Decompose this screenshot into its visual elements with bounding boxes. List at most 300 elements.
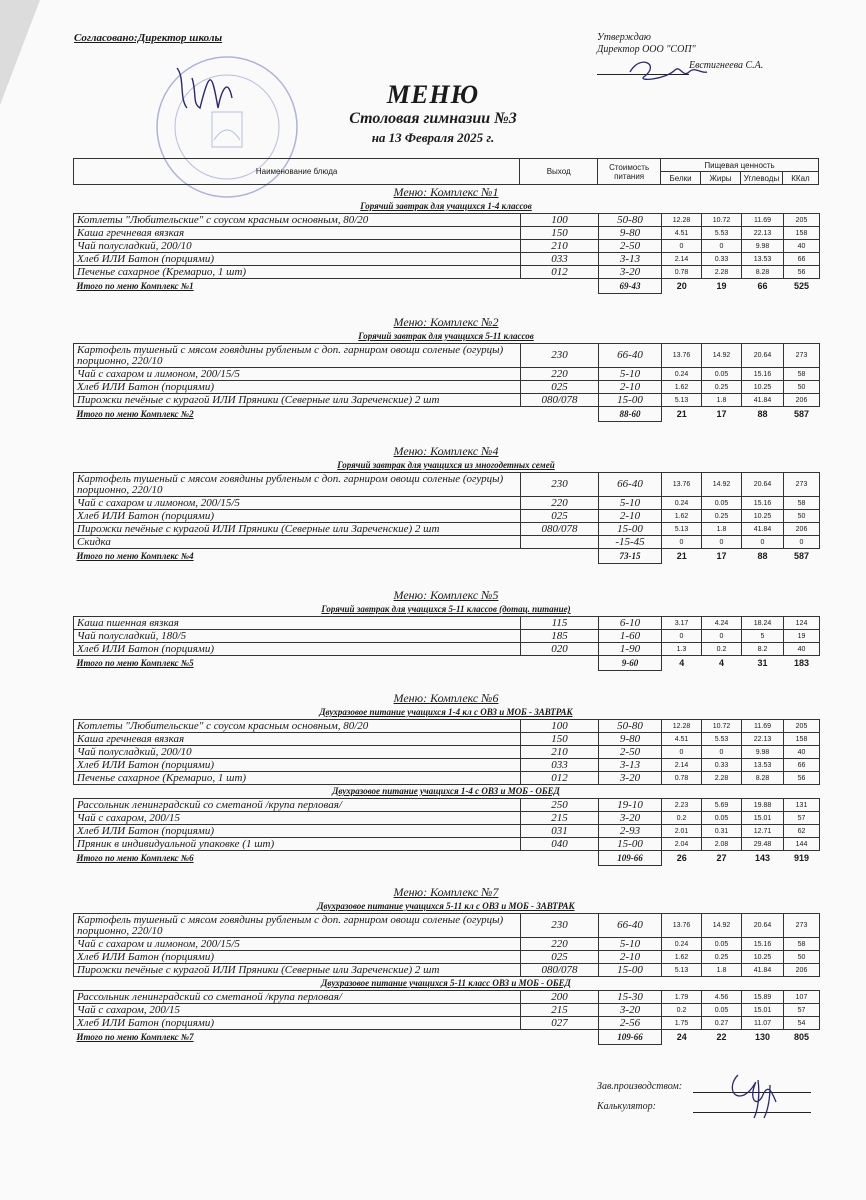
total-label: Итого по меню Комплекс №6 xyxy=(76,852,194,863)
table-row xyxy=(74,951,820,964)
dish-proteins: 4.51 xyxy=(662,733,702,746)
dish-output: 230 xyxy=(521,914,599,938)
dish-kcal: 58 xyxy=(784,938,820,951)
page-title: МЕНЮ xyxy=(386,80,480,109)
table-row xyxy=(74,344,820,368)
dish-fats: 2.28 xyxy=(702,772,742,785)
total-proteins: 20 xyxy=(676,280,687,291)
dish-name: Картофель тушеный с мясом говядины рубленым с доп. гарниром овощи соленые (огурцы) порционно, 220/10 xyxy=(74,473,521,497)
total-fats: 22 xyxy=(716,1031,727,1042)
total-kcal: 525 xyxy=(793,280,810,291)
total-proteins: 26 xyxy=(676,852,687,863)
dish-cost: 50-80 xyxy=(599,720,662,733)
section-title: Меню: Комплекс №4 xyxy=(393,444,499,458)
dish-proteins: 0 xyxy=(662,746,702,759)
dish-fats: 4.56 xyxy=(702,991,742,1004)
dish-cost: -15-45 xyxy=(599,536,662,549)
dish-proteins: 0.78 xyxy=(662,266,702,279)
dish-fats: 0.05 xyxy=(702,368,742,381)
table-row xyxy=(74,617,820,630)
total-proteins: 4 xyxy=(679,657,685,668)
dish-kcal: 50 xyxy=(784,381,820,394)
table-row xyxy=(74,914,820,938)
dish-kcal: 57 xyxy=(784,1004,820,1017)
dish-name: Печенье сахарное (Кремарио, 1 шт) xyxy=(74,266,521,279)
dish-proteins: 13.76 xyxy=(662,344,702,368)
total-carbs: 143 xyxy=(754,852,771,863)
dish-cost: 15-00 xyxy=(599,394,662,407)
dish-name: Хлеб ИЛИ Батон (порциями) xyxy=(74,759,521,772)
total-fats: 19 xyxy=(716,280,727,291)
group-subtitle: Горячий завтрак для учащихся 5-11 классов xyxy=(358,331,534,341)
dish-fats: 0.05 xyxy=(702,497,742,510)
table-row xyxy=(74,1017,820,1030)
dish-name: Пирожки печёные с курагой ИЛИ Пряники (Северные или Зареченские) 2 шт xyxy=(74,523,521,536)
dish-kcal: 205 xyxy=(784,214,820,227)
dish-name: Хлеб ИЛИ Батон (порциями) xyxy=(74,951,521,964)
total-carbs: 66 xyxy=(757,280,768,291)
table-row xyxy=(74,266,820,279)
dish-fats: 0.25 xyxy=(702,381,742,394)
dish-output: 220 xyxy=(521,497,599,510)
dish-table xyxy=(73,472,820,564)
total-cost: 109-66 xyxy=(599,1030,662,1045)
approve-line-2: Директор ООО "СОП" xyxy=(597,44,696,55)
dish-table xyxy=(73,343,820,422)
dish-name: Каша пшенная вязкая xyxy=(74,617,521,630)
dish-output: 215 xyxy=(521,1004,599,1017)
dish-kcal: 40 xyxy=(784,746,820,759)
dish-kcal: 50 xyxy=(784,510,820,523)
dish-fats: 0.27 xyxy=(702,1017,742,1030)
dish-carbs: 15.01 xyxy=(742,1004,784,1017)
dish-output: 150 xyxy=(521,733,599,746)
table-row xyxy=(74,253,820,266)
dish-proteins: 1.3 xyxy=(662,643,702,656)
dish-name: Хлеб ИЛИ Батон (порциями) xyxy=(74,381,521,394)
dish-cost: 6-10 xyxy=(599,617,662,630)
total-row xyxy=(74,656,820,671)
dish-output: 185 xyxy=(521,630,599,643)
dish-carbs: 20.64 xyxy=(742,473,784,497)
dish-proteins: 0.2 xyxy=(662,1004,702,1017)
table-row xyxy=(74,381,820,394)
dish-carbs: 22.13 xyxy=(742,227,784,240)
dish-carbs: 10.25 xyxy=(742,951,784,964)
dish-name: Скидка xyxy=(74,536,521,549)
dish-kcal: 206 xyxy=(784,964,820,977)
dish-fats: 5.53 xyxy=(702,227,742,240)
dish-carbs: 18.24 xyxy=(742,617,784,630)
dish-output: 031 xyxy=(521,825,599,838)
dish-proteins: 13.76 xyxy=(662,473,702,497)
dish-fats: 0.05 xyxy=(702,1004,742,1017)
table-row xyxy=(74,772,820,785)
dish-proteins: 2.01 xyxy=(662,825,702,838)
total-proteins: 21 xyxy=(676,550,687,561)
dish-name: Картофель тушеный с мясом говядины рубленым с доп. гарниром овощи соленые (огурцы) порционно, 220/10 xyxy=(74,914,521,938)
dish-proteins: 5.13 xyxy=(662,394,702,407)
total-label: Итого по меню Комплекс №2 xyxy=(76,408,194,419)
dish-name: Рассольник ленинградский со сметаной /крупа перловая/ xyxy=(74,991,521,1004)
dish-kcal: 62 xyxy=(784,825,820,838)
dish-cost: 2-10 xyxy=(599,510,662,523)
dish-proteins: 3.17 xyxy=(662,617,702,630)
dish-table xyxy=(73,213,820,294)
header-fats: Жиры xyxy=(701,172,741,185)
dish-name: Хлеб ИЛИ Батон (порциями) xyxy=(74,825,521,838)
dish-proteins: 2.04 xyxy=(662,838,702,851)
dish-output: 230 xyxy=(521,344,599,368)
dish-kcal: 144 xyxy=(784,838,820,851)
dish-output: 250 xyxy=(521,799,599,812)
dish-name: Пряник в индивидуальной упаковке (1 шт) xyxy=(74,838,521,851)
dish-cost: 15-00 xyxy=(599,523,662,536)
dish-fats: 2.08 xyxy=(702,838,742,851)
dish-fats: 0.05 xyxy=(702,812,742,825)
total-row xyxy=(74,1030,820,1045)
dish-cost: 2-50 xyxy=(599,240,662,253)
dish-proteins: 13.76 xyxy=(662,914,702,938)
table-row xyxy=(74,938,820,951)
dish-cost: 1-90 xyxy=(599,643,662,656)
table-row xyxy=(74,812,820,825)
section-title: Меню: Комплекс №5 xyxy=(393,588,499,602)
header-carbs: Углеводы xyxy=(741,172,783,185)
dish-proteins: 0.2 xyxy=(662,812,702,825)
dish-carbs: 8.28 xyxy=(742,266,784,279)
header-kcal: ККал xyxy=(782,172,818,185)
dish-table xyxy=(73,616,820,671)
table-row xyxy=(74,643,820,656)
total-kcal: 183 xyxy=(793,657,810,668)
dish-name: Каша гречневая вязкая xyxy=(74,227,521,240)
dish-proteins: 0.24 xyxy=(662,497,702,510)
dish-fats: 1.8 xyxy=(702,964,742,977)
dish-output: 230 xyxy=(521,473,599,497)
dish-fats: 0.33 xyxy=(702,759,742,772)
dish-name: Котлеты "Любительские" с соусом красным основным, 80/20 xyxy=(74,214,521,227)
dish-kcal: 206 xyxy=(784,394,820,407)
total-label: Итого по меню Комплекс №4 xyxy=(76,550,194,561)
group-subtitle: Двухразовое питание учащихся 1-4 кл с ОВЗ и МОБ - ЗАВТРАК xyxy=(319,707,573,717)
total-label: Итого по меню Комплекс №7 xyxy=(76,1031,194,1042)
table-row xyxy=(74,394,820,407)
dish-output: 020 xyxy=(521,643,599,656)
dish-cost: 3-13 xyxy=(599,759,662,772)
dish-proteins: 12.28 xyxy=(662,214,702,227)
table-row xyxy=(74,799,820,812)
table-row xyxy=(74,733,820,746)
table-row xyxy=(74,497,820,510)
calculator-label: Калькулятор: xyxy=(597,1101,656,1112)
dish-fats: 0.25 xyxy=(702,510,742,523)
table-row xyxy=(74,240,820,253)
production-label: Зав.производством: xyxy=(597,1081,683,1092)
dish-proteins: 1.62 xyxy=(662,510,702,523)
table-row xyxy=(74,536,820,549)
dish-output: 215 xyxy=(521,812,599,825)
dish-kcal: 50 xyxy=(784,951,820,964)
total-kcal: 587 xyxy=(793,550,810,561)
dish-proteins: 0.24 xyxy=(662,368,702,381)
total-cost: 88-60 xyxy=(599,407,662,422)
dish-carbs: 41.84 xyxy=(742,394,784,407)
table-row xyxy=(74,368,820,381)
dish-kcal: 273 xyxy=(784,914,820,938)
dish-output: 033 xyxy=(521,253,599,266)
dish-output: 033 xyxy=(521,759,599,772)
table-row xyxy=(74,825,820,838)
dish-kcal: 66 xyxy=(784,759,820,772)
menu-section xyxy=(73,587,819,671)
total-kcal: 805 xyxy=(793,1031,810,1042)
dish-output xyxy=(521,536,599,549)
table-row xyxy=(74,746,820,759)
dish-carbs: 41.84 xyxy=(742,964,784,977)
dish-kcal: 57 xyxy=(784,812,820,825)
dish-output: 220 xyxy=(521,938,599,951)
total-cost: 69-43 xyxy=(599,279,662,294)
dish-output: 100 xyxy=(521,214,599,227)
dish-proteins: 2.14 xyxy=(662,759,702,772)
dish-name: Чай с сахаром и лимоном, 200/15/5 xyxy=(74,368,521,381)
dish-proteins: 5.13 xyxy=(662,523,702,536)
menu-section xyxy=(73,690,819,866)
total-proteins: 24 xyxy=(676,1031,687,1042)
total-cost: 73-15 xyxy=(599,549,662,564)
table-row xyxy=(74,630,820,643)
header-dish: Наименование блюда xyxy=(74,159,520,185)
dish-table xyxy=(73,913,820,977)
dish-fats: 0 xyxy=(702,240,742,253)
dish-fats: 14.92 xyxy=(702,473,742,497)
group-subtitle: Двухразовое питание учащихся 5-11 кл с ОВЗ и МОБ - ЗАВТРАК xyxy=(317,901,575,911)
total-spacer xyxy=(521,549,599,564)
total-proteins: 21 xyxy=(676,408,687,419)
dish-proteins: 1.75 xyxy=(662,1017,702,1030)
dish-cost: 66-40 xyxy=(599,344,662,368)
dish-cost: 1-60 xyxy=(599,630,662,643)
dish-carbs: 8.28 xyxy=(742,772,784,785)
dish-kcal: 124 xyxy=(784,617,820,630)
dish-carbs: 15.16 xyxy=(742,497,784,510)
dish-carbs: 13.53 xyxy=(742,759,784,772)
dish-name: Чай с сахаром и лимоном, 200/15/5 xyxy=(74,497,521,510)
dish-output: 115 xyxy=(521,617,599,630)
total-fats: 27 xyxy=(716,852,727,863)
dish-carbs: 11.69 xyxy=(742,214,784,227)
table-row xyxy=(74,991,820,1004)
menu-section xyxy=(73,884,819,1045)
dish-kcal: 0 xyxy=(784,536,820,549)
dish-kcal: 66 xyxy=(784,253,820,266)
dish-carbs: 20.64 xyxy=(742,344,784,368)
dish-carbs: 10.25 xyxy=(742,381,784,394)
dish-cost: 9-80 xyxy=(599,733,662,746)
dish-carbs: 11.07 xyxy=(742,1017,784,1030)
total-label: Итого по меню Комплекс №5 xyxy=(76,657,194,668)
section-title: Меню: Комплекс №1 xyxy=(393,185,499,199)
table-row xyxy=(74,510,820,523)
dish-kcal: 107 xyxy=(784,991,820,1004)
dish-fats: 10.72 xyxy=(702,720,742,733)
dish-carbs: 15.16 xyxy=(742,368,784,381)
dish-output: 210 xyxy=(521,746,599,759)
dish-cost: 15-00 xyxy=(599,838,662,851)
dish-kcal: 273 xyxy=(784,344,820,368)
dish-proteins: 1.62 xyxy=(662,951,702,964)
dish-fats: 10.72 xyxy=(702,214,742,227)
dish-cost: 3-13 xyxy=(599,253,662,266)
total-kcal: 919 xyxy=(793,852,810,863)
dish-table xyxy=(73,798,820,866)
total-carbs: 88 xyxy=(757,550,768,561)
dish-kcal: 158 xyxy=(784,733,820,746)
dish-cost: 2-93 xyxy=(599,825,662,838)
header-cost: Стоимость питания xyxy=(598,159,661,185)
dish-cost: 66-40 xyxy=(599,914,662,938)
dish-proteins: 0 xyxy=(662,240,702,253)
dish-carbs: 20.64 xyxy=(742,914,784,938)
dish-carbs: 15.16 xyxy=(742,938,784,951)
dish-fats: 14.92 xyxy=(702,344,742,368)
section-title: Меню: Комплекс №7 xyxy=(393,885,499,899)
dish-fats: 0.2 xyxy=(702,643,742,656)
dish-fats: 5.69 xyxy=(702,799,742,812)
dish-output: 025 xyxy=(521,951,599,964)
total-row xyxy=(74,279,820,294)
dish-kcal: 40 xyxy=(784,643,820,656)
dish-fats: 1.8 xyxy=(702,523,742,536)
dish-carbs: 10.25 xyxy=(742,510,784,523)
footer-production xyxy=(597,1081,682,1092)
dish-carbs: 12.71 xyxy=(742,825,784,838)
dish-kcal: 131 xyxy=(784,799,820,812)
dish-proteins: 0.24 xyxy=(662,938,702,951)
group-subtitle: Горячий завтрак для учащихся 5-11 классов (дотац. питание) xyxy=(321,604,571,614)
approver-signature-icon xyxy=(620,52,710,82)
dish-fats: 0 xyxy=(702,536,742,549)
footer-calculator xyxy=(597,1101,656,1112)
page-date: на 13 Февраля 2025 г. xyxy=(371,130,495,145)
dish-cost: 15-30 xyxy=(599,991,662,1004)
total-row xyxy=(74,851,820,866)
dish-name: Чай полусладкий, 200/10 xyxy=(74,240,521,253)
total-carbs: 130 xyxy=(754,1031,771,1042)
dish-cost: 2-50 xyxy=(599,746,662,759)
table-row xyxy=(74,523,820,536)
dish-name: Чай с сахаром и лимоном, 200/15/5 xyxy=(74,938,521,951)
total-carbs: 31 xyxy=(757,657,768,668)
dish-cost: 3-20 xyxy=(599,772,662,785)
total-carbs: 88 xyxy=(757,408,768,419)
dish-name: Чай с сахаром, 200/15 xyxy=(74,812,521,825)
dish-cost: 9-80 xyxy=(599,227,662,240)
table-row xyxy=(74,720,820,733)
header-output: Выход xyxy=(520,159,598,185)
total-cost: 109-66 xyxy=(599,851,662,866)
dish-fats: 4.24 xyxy=(702,617,742,630)
dish-fats: 5.53 xyxy=(702,733,742,746)
dish-name: Хлеб ИЛИ Батон (порциями) xyxy=(74,510,521,523)
total-fats: 4 xyxy=(718,657,724,668)
total-kcal: 587 xyxy=(793,408,810,419)
table-row xyxy=(74,473,820,497)
table-row xyxy=(74,214,820,227)
dish-proteins: 2.23 xyxy=(662,799,702,812)
dish-proteins: 5.13 xyxy=(662,964,702,977)
dish-cost: 66-40 xyxy=(599,473,662,497)
dish-fats: 0.31 xyxy=(702,825,742,838)
group-subtitle: Двухразовое питание учащихся 1-4 с ОВЗ и МОБ - ОБЕД xyxy=(332,786,560,796)
dish-kcal: 205 xyxy=(784,720,820,733)
dish-name: Котлеты "Любительские" с соусом красным основным, 80/20 xyxy=(74,720,521,733)
dish-cost: 2-10 xyxy=(599,951,662,964)
total-spacer xyxy=(521,851,599,866)
dish-carbs: 15.01 xyxy=(742,812,784,825)
dish-output: 012 xyxy=(521,266,599,279)
menu-section xyxy=(73,184,819,294)
section-title: Меню: Комплекс №2 xyxy=(393,315,499,329)
dish-output: 080/078 xyxy=(521,523,599,536)
dish-table xyxy=(73,719,820,785)
dish-fats: 0 xyxy=(702,630,742,643)
total-fats: 17 xyxy=(716,408,727,419)
dish-kcal: 19 xyxy=(784,630,820,643)
dish-proteins: 1.79 xyxy=(662,991,702,1004)
dish-output: 012 xyxy=(521,772,599,785)
dish-output: 027 xyxy=(521,1017,599,1030)
total-spacer xyxy=(521,1030,599,1045)
page-subtitle: Столовая гимназии №3 xyxy=(349,110,517,127)
dish-fats: 14.92 xyxy=(702,914,742,938)
dish-name: Чай полусладкий, 200/10 xyxy=(74,746,521,759)
table-row xyxy=(74,964,820,977)
dish-cost: 3-20 xyxy=(599,266,662,279)
dish-carbs: 13.53 xyxy=(742,253,784,266)
dish-carbs: 15.89 xyxy=(742,991,784,1004)
dish-cost: 2-56 xyxy=(599,1017,662,1030)
total-spacer xyxy=(521,407,599,422)
dish-cost: 3-20 xyxy=(599,812,662,825)
table-row xyxy=(74,759,820,772)
menu-section xyxy=(73,443,819,564)
approve-line-1: Утверждаю xyxy=(597,32,651,43)
dish-output: 210 xyxy=(521,240,599,253)
dish-kcal: 158 xyxy=(784,227,820,240)
total-row xyxy=(74,549,820,564)
group-subtitle: Горячий завтрак для учащихся 1-4 классов xyxy=(360,201,532,211)
dish-output: 150 xyxy=(521,227,599,240)
dish-name: Хлеб ИЛИ Батон (порциями) xyxy=(74,643,521,656)
dish-cost: 5-10 xyxy=(599,497,662,510)
dish-cost: 2-10 xyxy=(599,381,662,394)
total-spacer xyxy=(521,279,599,294)
dish-kcal: 40 xyxy=(784,240,820,253)
dish-name: Рассольник ленинградский со сметаной /крупа перловая/ xyxy=(74,799,521,812)
dish-carbs: 19.88 xyxy=(742,799,784,812)
dish-kcal: 56 xyxy=(784,266,820,279)
dish-carbs: 9.98 xyxy=(742,240,784,253)
dish-output: 080/078 xyxy=(521,964,599,977)
dish-output: 100 xyxy=(521,720,599,733)
dish-fats: 0.25 xyxy=(702,951,742,964)
table-header xyxy=(73,158,819,185)
dish-carbs: 41.84 xyxy=(742,523,784,536)
group-subtitle: Двухразовое питание учащихся 5-11 класс ОВЗ и МОБ - ОБЕД xyxy=(321,978,571,988)
dish-cost: 15-00 xyxy=(599,964,662,977)
